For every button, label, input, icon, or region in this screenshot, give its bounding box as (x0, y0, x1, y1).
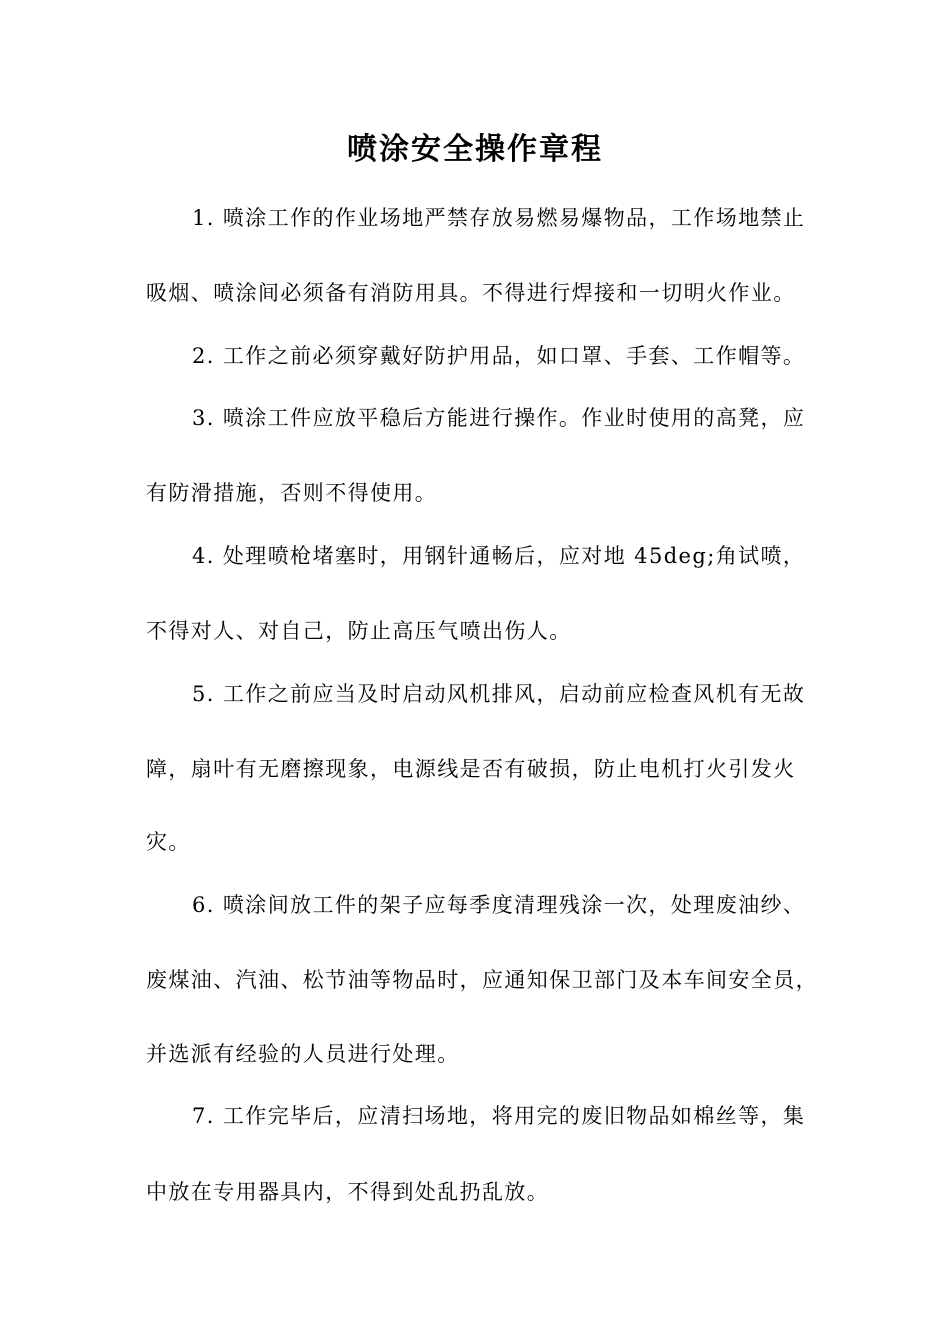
paragraph-line: 废煤油、汽油、松节油等物品时，应通知保卫部门及本车间安全员， (146, 968, 818, 992)
paragraph-line: 4. 处理喷枪堵塞时，用钢针通畅后，应对地 45deg;角试喷， (192, 544, 806, 568)
paragraph-line: 并选派有经验的人员进行处理。 (146, 1042, 460, 1066)
document-title: 喷涂安全操作章程 (347, 132, 603, 167)
paragraph-line: 7. 工作完毕后，应清扫场地，将用完的废旧物品如棉丝等，集 (192, 1104, 806, 1128)
paragraph-line: 5. 工作之前应当及时启动风机排风，启动前应检查风机有无故 (192, 682, 806, 706)
paragraph-line: 不得对人、对自己，防止高压气喷出伤人。 (146, 619, 572, 643)
paragraph-line: 吸烟、喷涂间必须备有消防用具。不得进行焊接和一切明火作业。 (146, 281, 796, 305)
paragraph-line: 中放在专用器具内，不得到处乱扔乱放。 (146, 1180, 550, 1204)
paragraph-line: 6. 喷涂间放工件的架子应每季度清理残涂一次，处理废油纱、 (192, 893, 806, 917)
paragraph-line: 1. 喷涂工作的作业场地严禁存放易燃易爆物品，工作场地禁止 (192, 206, 806, 230)
paragraph-line: 障，扇叶有无磨擦现象，电源线是否有破损，防止电机打火引发火 (146, 757, 796, 781)
paragraph-line: 2. 工作之前必须穿戴好防护用品，如口罩、手套、工作帽等。 (192, 344, 806, 368)
paragraph-line: 3. 喷涂工件应放平稳后方能进行操作。作业时使用的高凳，应 (192, 406, 806, 430)
paragraph-line: 灾。 (146, 830, 191, 854)
paragraph-line: 有防滑措施，否则不得使用。 (146, 481, 438, 505)
